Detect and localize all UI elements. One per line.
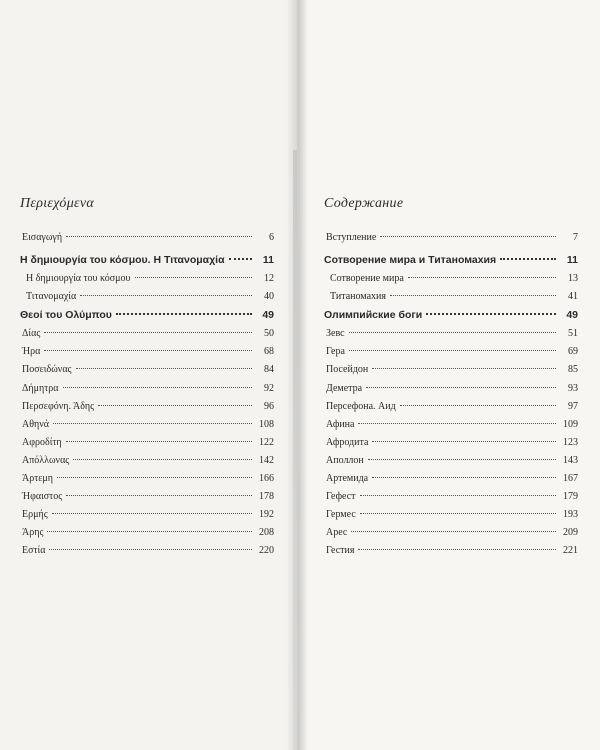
entry-label: Гермес xyxy=(326,509,356,521)
dot-leader xyxy=(49,549,252,550)
entry-page: 221 xyxy=(563,545,578,557)
dot-leader xyxy=(44,332,252,333)
entry-page: 179 xyxy=(563,491,578,503)
entry-page: 85 xyxy=(568,364,578,376)
toc-entry xyxy=(324,290,578,303)
entry-page: 40 xyxy=(264,291,274,303)
toc-entry xyxy=(324,363,578,376)
entry-label: Деметра xyxy=(326,382,363,394)
section-page: 11 xyxy=(566,254,578,266)
entry-page: 208 xyxy=(259,527,274,539)
entry-page: 193 xyxy=(563,509,578,521)
toc-section xyxy=(20,254,274,267)
entry-label: Εστία xyxy=(22,545,46,557)
toc-entry xyxy=(20,363,274,376)
entry-label: Гестия xyxy=(326,545,355,557)
toc-title: Содержание xyxy=(324,196,404,211)
dot-leader xyxy=(53,423,252,424)
toc-title: Περιεχόμενα xyxy=(20,196,95,211)
section-label: Θεοί του Ολύμπου xyxy=(20,309,112,322)
dot-leader xyxy=(135,277,253,278)
dot-leader xyxy=(80,295,252,296)
toc-entry xyxy=(324,400,578,413)
entry-label: Περσεφόνη. Άδης xyxy=(22,400,95,412)
entry-page: 7 xyxy=(573,232,578,243)
entry-page: 209 xyxy=(563,527,578,539)
entry-page: 109 xyxy=(563,418,578,430)
entry-label: Ποσειδώνας xyxy=(22,364,72,376)
dot-leader xyxy=(372,441,556,442)
dot-leader xyxy=(44,350,252,351)
toc-entry xyxy=(324,382,578,395)
dot-leader xyxy=(52,513,252,514)
toc-entry xyxy=(20,231,274,244)
entry-label: Афина xyxy=(326,418,355,430)
dot-leader xyxy=(368,459,556,460)
section-page: 49 xyxy=(262,309,274,322)
entry-label: Ήρα xyxy=(22,346,41,358)
toc-entry xyxy=(324,544,578,557)
dot-leader xyxy=(349,350,556,351)
dot-leader xyxy=(98,405,252,406)
dot-leader xyxy=(500,258,556,260)
entry-page: 220 xyxy=(259,545,274,557)
dot-leader xyxy=(66,441,252,442)
toc-entry xyxy=(20,290,274,303)
entry-page: 178 xyxy=(259,491,274,503)
toc-entry xyxy=(20,418,274,431)
entry-page: 41 xyxy=(568,291,578,303)
toc-section xyxy=(20,309,274,322)
entry-label: Зевс xyxy=(326,328,345,340)
entry-page: 167 xyxy=(563,473,578,485)
dot-leader xyxy=(372,477,556,478)
gutter-shadow xyxy=(293,150,297,750)
dot-leader xyxy=(63,387,253,388)
entry-label: Гефест xyxy=(326,491,356,503)
toc-entry xyxy=(20,272,274,285)
entry-page: 69 xyxy=(568,346,578,358)
dot-leader xyxy=(116,313,252,315)
toc-russian xyxy=(324,196,578,563)
section-page: 49 xyxy=(566,309,578,322)
entry-page: 84 xyxy=(264,364,274,376)
dot-leader xyxy=(66,495,252,496)
entry-page: 108 xyxy=(259,418,274,430)
section-page: 11 xyxy=(262,254,274,266)
toc-entry xyxy=(20,382,274,395)
section-label: Сотворение мира и Титаномахия xyxy=(324,254,497,266)
toc-entry xyxy=(324,472,578,485)
dot-leader xyxy=(360,513,556,514)
toc-entry xyxy=(20,472,274,485)
toc-entry xyxy=(20,544,274,557)
book-gutter xyxy=(286,0,308,750)
entry-label: Δίας xyxy=(22,328,41,340)
dot-leader xyxy=(229,258,252,260)
entry-label: Персефона. Аид xyxy=(326,400,396,412)
entry-label: Δήμητρα xyxy=(22,382,59,394)
entry-page: 51 xyxy=(568,328,578,340)
entry-page: 93 xyxy=(568,382,578,394)
dot-leader xyxy=(349,332,556,333)
entry-label: Απόλλωνας xyxy=(22,454,70,466)
entry-label: Посейдон xyxy=(326,364,369,376)
dot-leader xyxy=(390,295,556,296)
entry-label: Άρτεμη xyxy=(22,473,54,485)
dot-leader xyxy=(426,313,556,315)
toc-entry xyxy=(20,436,274,449)
entry-page: 122 xyxy=(259,436,274,448)
dot-leader xyxy=(57,477,252,478)
toc-entry xyxy=(20,454,274,467)
toc-entry xyxy=(324,418,578,431)
entry-label: Титаномахия xyxy=(330,291,386,303)
toc-entry xyxy=(324,327,578,340)
toc-entry xyxy=(324,272,578,285)
entry-label: Αφροδίτη xyxy=(22,436,62,448)
toc-entry xyxy=(324,231,578,244)
entry-page: 192 xyxy=(259,509,274,521)
entry-label: Аполлон xyxy=(326,454,364,466)
dot-leader xyxy=(66,236,252,237)
toc-entry xyxy=(20,490,274,503)
toc-entry xyxy=(324,490,578,503)
entry-page: 123 xyxy=(563,436,578,448)
entry-label: Ήφαιστος xyxy=(22,491,63,503)
entry-page: 97 xyxy=(568,400,578,412)
toc-entry xyxy=(324,526,578,539)
toc-greek xyxy=(20,196,274,563)
toc-section xyxy=(324,254,578,267)
entry-label: Арес xyxy=(326,527,348,539)
entry-label: Τιτανομαχία xyxy=(26,291,77,303)
dot-leader xyxy=(366,387,556,388)
entry-label: Η δημιουργία του κόσμου xyxy=(26,273,131,285)
dot-leader xyxy=(76,368,252,369)
entry-page: 6 xyxy=(269,232,274,243)
entry-page: 13 xyxy=(568,273,578,285)
dot-leader xyxy=(73,459,252,460)
toc-entry xyxy=(324,454,578,467)
entry-label: Ερμής xyxy=(22,509,48,521)
entry-page: 96 xyxy=(264,400,274,412)
entry-label: Αθηνά xyxy=(22,418,50,430)
toc-entry xyxy=(324,436,578,449)
toc-entry xyxy=(20,345,274,358)
entry-page: 166 xyxy=(259,473,274,485)
toc-entry xyxy=(324,345,578,358)
toc-entry xyxy=(20,526,274,539)
entry-label: Άρης xyxy=(22,527,44,539)
dot-leader xyxy=(408,277,556,278)
entry-label: Εισαγωγή xyxy=(22,232,63,243)
entry-page: 142 xyxy=(259,454,274,466)
entry-page: 12 xyxy=(264,273,274,285)
dot-leader xyxy=(372,368,556,369)
entry-label: Сотворение мира xyxy=(330,273,404,285)
section-label: Η δημιουργία του κόσμου. Η Τιτανομαχία xyxy=(20,254,225,266)
dot-leader xyxy=(351,531,556,532)
entry-label: Гера xyxy=(326,346,345,358)
entry-label: Артемида xyxy=(326,473,369,485)
toc-entry xyxy=(324,508,578,521)
entry-label: Афродита xyxy=(326,436,369,448)
entry-page: 50 xyxy=(264,328,274,340)
section-label: Олимпийские боги xyxy=(324,309,423,322)
toc-entry xyxy=(20,327,274,340)
dot-leader xyxy=(360,495,556,496)
toc-entry xyxy=(20,508,274,521)
dot-leader xyxy=(400,405,556,406)
dot-leader xyxy=(358,423,556,424)
dot-leader xyxy=(358,549,556,550)
toc-section xyxy=(324,309,578,322)
entry-page: 143 xyxy=(563,454,578,466)
dot-leader xyxy=(47,531,252,532)
entry-page: 68 xyxy=(264,346,274,358)
dot-leader xyxy=(380,236,556,237)
toc-entry xyxy=(20,400,274,413)
entry-label: Вступление xyxy=(326,232,377,243)
entry-page: 92 xyxy=(264,382,274,394)
